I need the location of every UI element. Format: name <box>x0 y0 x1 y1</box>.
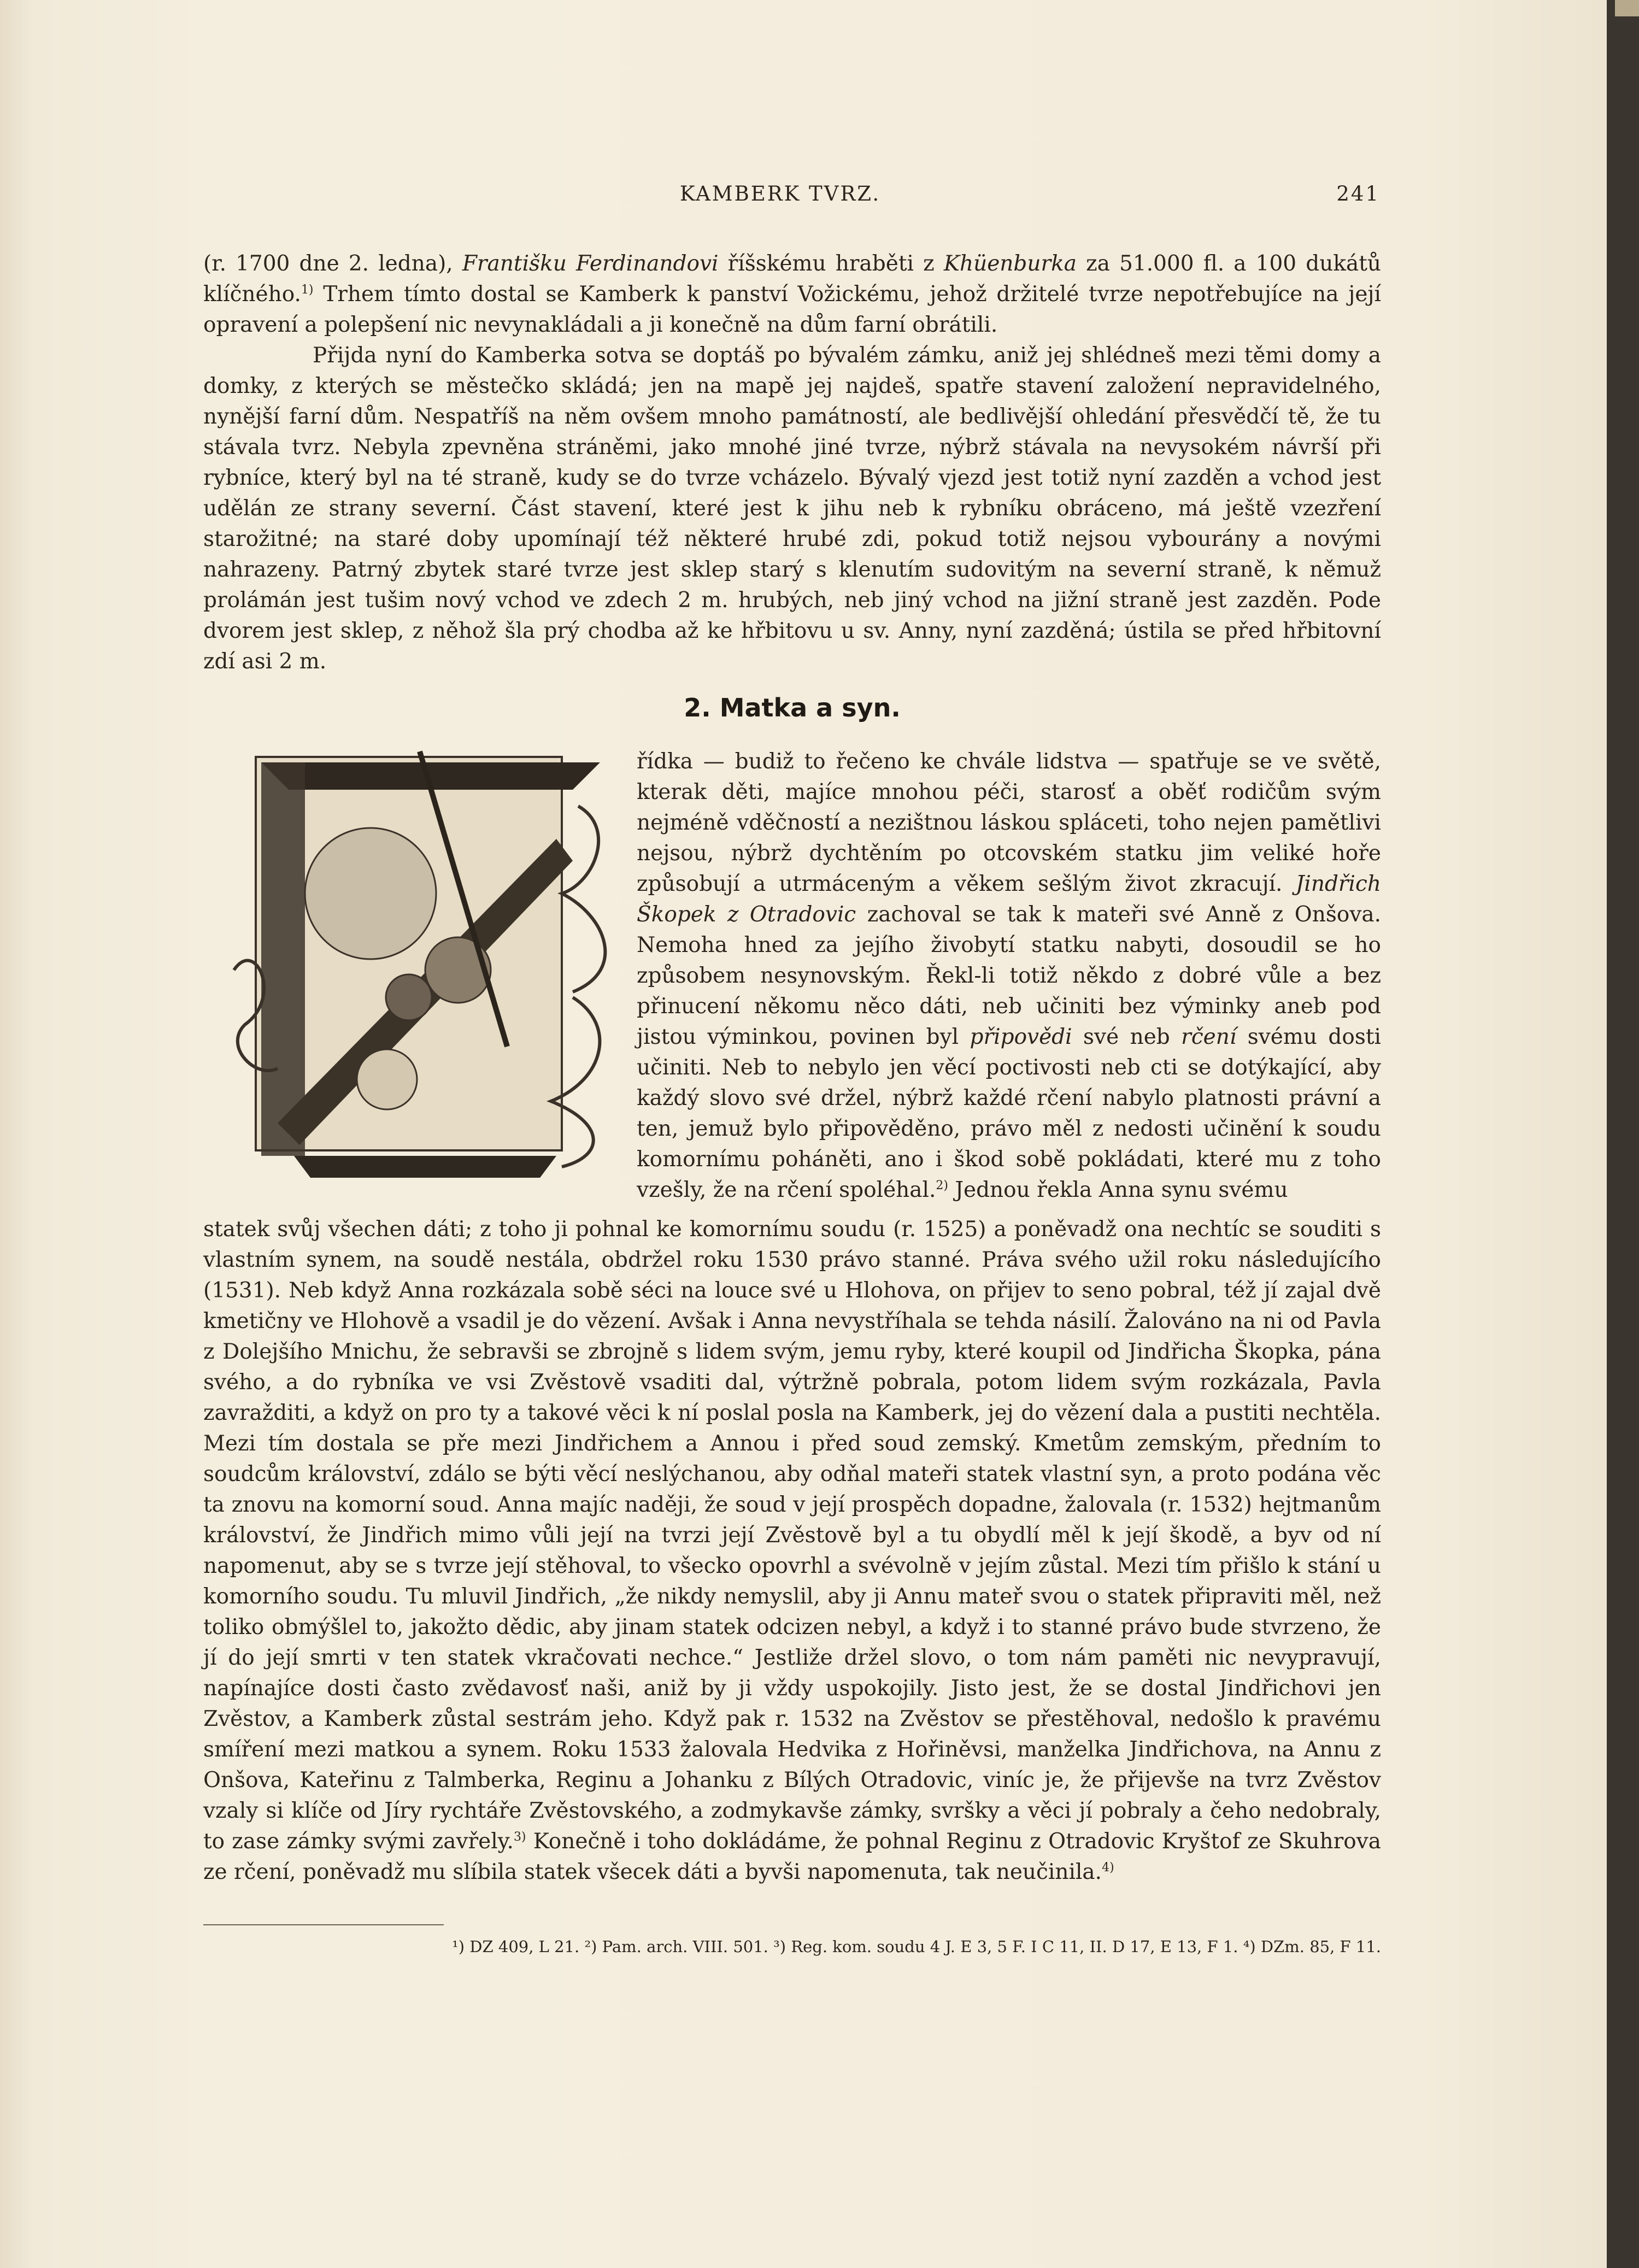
footnote-separator <box>203 1924 444 1925</box>
section-body-main: statek svůj všechen dáti; z toho ji pohnal ke komornímu soudu (r. 1525) a poněvadž ona nechtíc se souditi s vlastním synem, na soudě nestála, obdržel roku 1530 právo stanné. Práva svého užil roku následujícího (1531). Neb když Anna rozkázala sobě séci na louce své u Hlohova, on přijev to seno pobral, též jí zajal dvě kmetičny ve Hlohově a vsadil je do vězení. Avšak i Anna nevystříhala se tehda násilí. Žalováno na ni od Pavla z Dolejšího Mnichu, že sebravši se zbrojně s lidem svým, jemu ryby, které koupil od Jindřicha Škopka, pána svého, a do rybníka ve vsi Zvěstově vsaditi dal, výtržně pobrala, potom lidem svým rozkázala, Pavla zavražditi, a když on pro ty a takové věci k ní poslal posla na Kamberk, jej do vězení dala a pustiti nechtěla. Mezi tím dostala se pře mezi Jindřichem a Annou i před soud zemský. Kmetům zemským, předním to soudcům království, zdálo se býti věcí neslýchanou, aby odňal mateři statek vlastní syn, a proto podána věc ta znovu na komorní soud. Anna majíc naději, že soud v její prospěch dopadne, žalovala (r. 1532) hejtmanům království, že Jindřich mimo vůli její na tvrzi její Zvěstově byl a tu obydlí měl k její škodě, a byv od ní napomenut, aby se s tvrze její stěhoval, to všecko opovrhl a svévolně v jejím zůstal. Mezi tím přišlo k stání u komorního soudu. Tu mluvil Jindřich, „že nikdy nemyslil, aby ji Annu mateř svou o statek připraviti měl, než toliko obmýšlel to, jakožto dědic, aby jinam statek odcizen nebyl, a když i to stanné právo bude stvrzeno, že jí do její smrti v ten statek vkračovati nechce.“ Jestliže držel slovo, o tom nám paměti nic nevypravují, napínajíce dosti často zvědavosť naši, aniž by ji vždy uspokojily. Jisto jest, že se dostal Jindřichovi jen Zvěstov, a Kamberk zůstal sestrám jeho. Když pak r. 1532 na Zvěstov se přestěhoval, nedošlo k pravému smíření mezi matkou a synem. Roku 1533 žalovala Hedvika z Hořiněvsi, manželka Jindřichova, na Annu z Onšova, Kateřinu z Talmberka, Reginu a Johanku z Bílých Otradovic, viníc je, že přijevše na tvrz Zvěstov vzaly si klíče od Jíry rychtáře Zvěstovského, a zodmykavše zámky, svršky a věci jí pobraly a čeho nedobraly, to zase zámky svými zavřely.$^{3)}$ Konečně i toho dokládáme, že pohnal Reginu z Otradovic Kryštof ze Skuhrova ze rčení, poněvadž mu slíbila statek všecek dáti a byvši napomenuta, tak neučinila.$^{4)}$ <box>203 1217 1381 1884</box>
footnote-ref-4[interactable]: 4) <box>1102 1861 1114 1875</box>
decorated-initial-illustration <box>223 741 638 1189</box>
corner-mark <box>1615 0 1639 16</box>
footnote-ref-2[interactable]: 2) <box>936 1179 948 1192</box>
paragraph-1: (r. 1700 dne 2. ledna), Františku Ferdinandovi říšskému hraběti z Khüenburka za 51.000 fl. a 100 dukátů klíčného.$^{1)}$ Trhem tímto dostal se Kamberk k panství Vožickému, jehož držitelé tvrze nepotřebujíce na její opravení a polepšení nic nevynakládali a ji konečně na dům farní obrátili. <box>203 251 1382 337</box>
section-body-wrapped: řídka — budiž to řečeno ke chvále lidstva — spatřuje se ve světě, kterak děti, majíce mnohou péči, starosť a oběť rodičům svým nejméně vděčností a nezištnou láskou spláceti, toho nejen pamětlivi nejsou, nýbrž dychtěním po otcovském statku jim veliké hoře způsobují a utrmáceným a věkem sešlým život zkracují. Jindřich Škopek z Otradovic zachoval se tak k mateři své Anně z Onšova. Nemoha hned za jejího živobytí statku nabyti, dosoudil se ho způsobem nesynovským. Řekl-li totiž někdo z dobré vůle a bez přinucení někomu něco dáti, neb učiniti bez výminky aneb pod jistou výminkou, povinen byl připovědi své neb rčení svému dosti učiniti. Neb to nebylo jen věcí poctivosti neb cti se dotýkající, aby každý slovo své držel, nýbrž každé rčení nabylo platnosti právní a ten, jemuž bylo připověděno, právo měl z nedosti učinění k soudu komornímu poháněti, ano i škod sobě pokládati, které mu z toho vzešly, že na rčení spoléhal.$^{2)}$ Jednou řekla Anna synu svému <box>637 749 1381 1202</box>
running-head <box>180 182 1380 215</box>
section-heading: 2. Matka a syn. <box>684 693 901 722</box>
page-edge-shadow <box>1607 0 1639 2268</box>
footnote-ref-1[interactable]: 1) <box>301 283 314 297</box>
intro-text <box>203 249 1381 677</box>
paragraph-2: Přijda nyní do Kamberka sotva se doptáš po bývalém zámku, aniž jej shlédneš mezi těmi domy a domky, z kterých se městečko skládá; jen na mapě jej najdeš, spatře stavení založení nepravidelného, nynější farní dům. Nespatříš na něm ovšem mnoho památností, ale bedlivější ohledání přesvědčí tě, že tu stávala tvrz. Nebyla zpevněna stráněmi, jako mnohé jiné tvrze, nýbrž stávala na nevysokém návrší při rybníce, který byl na té straně, kudy se do tvrze vcházelo. Bývalý vjezd jest totiž nyní zazděn a vchod jest udělán ze strany severní. Část stavení, které jest k jihu neb k rybníku obráceno, má ještě vzezření starožitné; na staré doby upomínají též některé hrubé zdi, pokud totiž nejsou vybourány a novými nahrazeny. Patrný zbytek staré tvrze jest sklep starý s klenutím sudovitým na severní straně, k němuž prolámán jest tušim nový vchod ve zdech 2 m. hrubých, neb jiný vchod na jižní straně jest zazděn. Pode dvorem jest sklep, z něhož šla prý chodba až ke hřbitovu u sv. Anny, nyní zazděná; ústila se před hřbitovní zdí asi 2 m. <box>203 343 1381 674</box>
page-number: 241 <box>1336 182 1380 205</box>
running-head-title: KAMBERK TVRZ. <box>679 182 881 205</box>
footnote-ref-3[interactable]: 3) <box>513 1830 526 1844</box>
footnotes: ¹) DZ 409, L 21. ²) Pam. arch. VIII. 501. ³) Reg. kom. soudu 4 J. E 3, 5 F. I C 11, II. D 17, E 13, F 1. ⁴) DZm. 85, F 11. <box>452 1937 1381 1956</box>
